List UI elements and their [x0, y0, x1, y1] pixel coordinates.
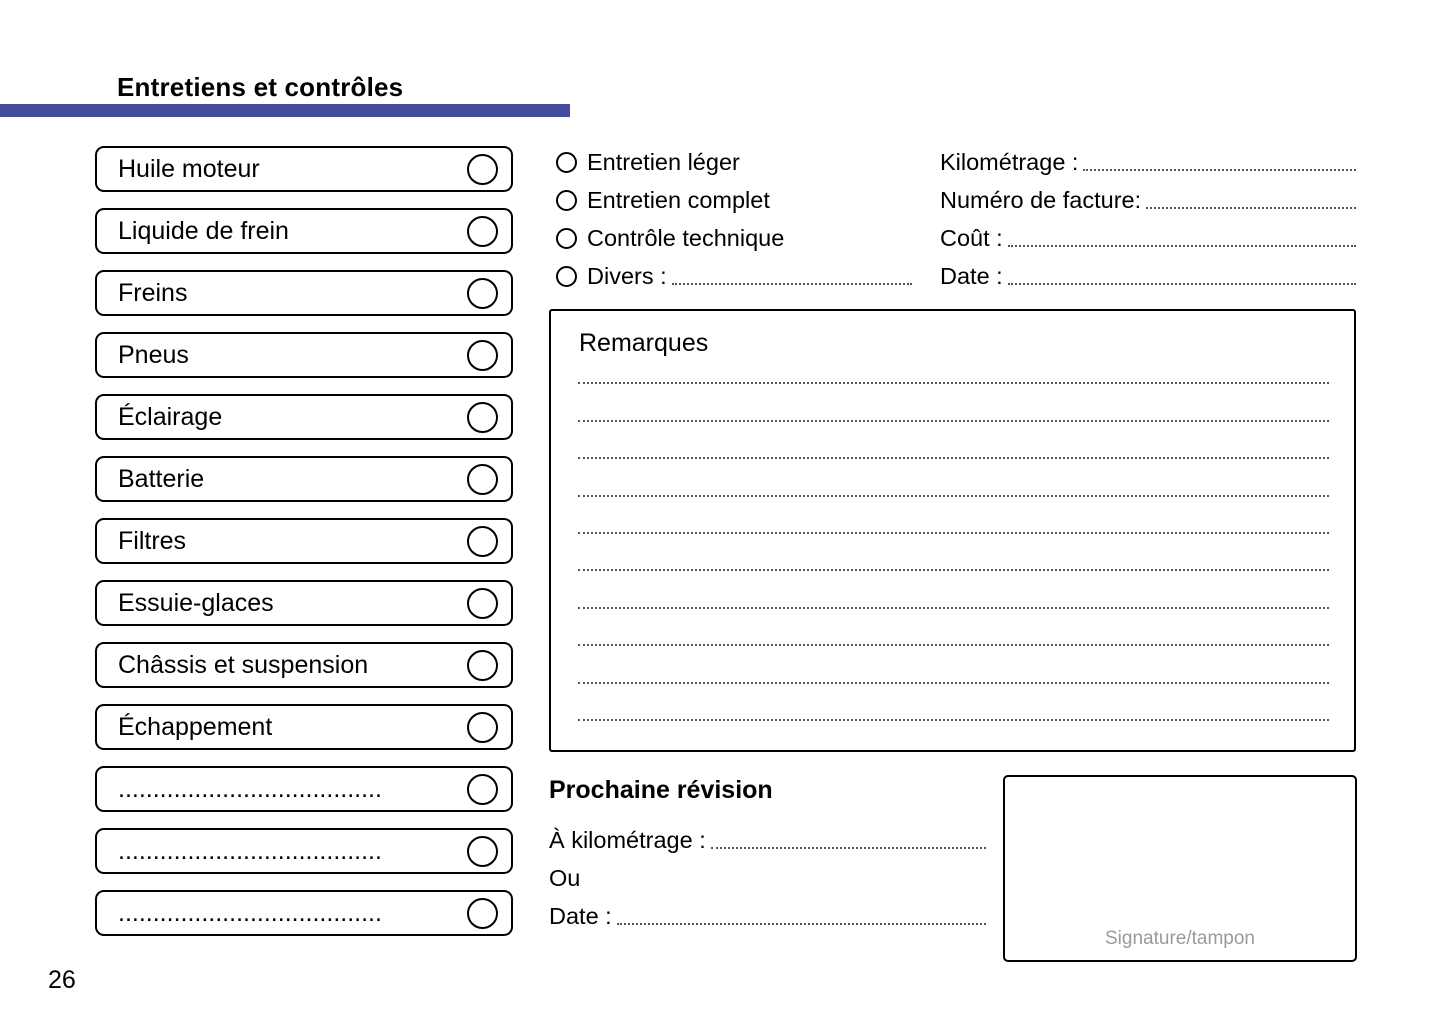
remarks-write-line	[578, 571, 1329, 608]
next-service-section	[549, 776, 986, 935]
checklist-item-blank-1	[95, 766, 513, 812]
checklist-item-label: Filtres	[118, 526, 187, 555]
service-option-divers	[556, 257, 912, 295]
checklist-item-label: Éclairage	[118, 402, 223, 431]
field-numero-de-facture	[940, 181, 1356, 219]
checkbox-circle[interactable]	[467, 154, 498, 185]
invoice-fields	[940, 143, 1356, 295]
checklist-item-label: ......................................	[118, 898, 382, 927]
checklist-item-chassis-et-suspension	[95, 642, 513, 688]
checklist-item-blank-2	[95, 828, 513, 874]
checklist-item-label: Huile moteur	[118, 154, 260, 183]
remarks-write-line	[578, 422, 1329, 459]
field-label: Kilométrage :	[940, 148, 1079, 175]
checklist-item-freins	[95, 270, 513, 316]
field-cout	[940, 219, 1356, 257]
radio-circle[interactable]	[556, 228, 577, 249]
next-service-date-label: Date :	[549, 902, 612, 929]
checkbox-circle[interactable]	[467, 526, 498, 557]
checklist-item-blank-3	[95, 890, 513, 936]
checklist-item-label: Essuie-glaces	[118, 588, 274, 617]
page-number: 26	[48, 966, 76, 994]
service-option-label: Entretien complet	[587, 186, 770, 213]
checklist-item-essuie-glaces	[95, 580, 513, 626]
radio-circle[interactable]	[556, 190, 577, 211]
remarks-write-line	[578, 347, 1329, 384]
remarks-write-line	[578, 609, 1329, 646]
checkbox-circle[interactable]	[467, 836, 498, 867]
checklist-item-label: Châssis et suspension	[118, 650, 369, 679]
checklist-item-label: Liquide de frein	[118, 216, 289, 245]
page-title: Entretiens et contrôles	[117, 72, 404, 102]
remarks-write-line	[578, 534, 1329, 571]
checkbox-circle[interactable]	[467, 216, 498, 247]
next-service-title: Prochaine révision	[549, 776, 773, 804]
service-type-options	[556, 143, 912, 295]
remarks-write-line	[578, 497, 1329, 534]
service-option-entretien-complet	[556, 181, 912, 219]
radio-circle[interactable]	[556, 152, 577, 173]
remarks-write-line	[578, 684, 1329, 721]
next-service-km-field	[549, 821, 986, 859]
service-option-label: Divers :	[587, 262, 667, 289]
field-date	[940, 257, 1356, 295]
checklist-item-echappement	[95, 704, 513, 750]
service-option-label: Entretien léger	[587, 148, 740, 175]
field-label: Numéro de facture:	[940, 186, 1142, 213]
service-option-controle-technique	[556, 219, 912, 257]
fill-line	[1083, 169, 1356, 171]
fill-line	[711, 847, 986, 849]
checklist-item-label: ......................................	[118, 774, 382, 803]
checklist-item-label: Pneus	[118, 340, 189, 369]
checkbox-circle[interactable]	[467, 774, 498, 805]
next-service-km-label: À kilométrage :	[549, 826, 706, 853]
checkbox-circle[interactable]	[467, 402, 498, 433]
checklist-item-label: ......................................	[118, 836, 382, 865]
remarks-write-line	[578, 646, 1329, 683]
checkbox-circle[interactable]	[467, 340, 498, 371]
title-underline-bar	[0, 104, 570, 117]
checkbox-circle[interactable]	[467, 588, 498, 619]
fill-line	[1008, 283, 1356, 285]
remarks-write-line	[578, 459, 1329, 496]
maintenance-checklist	[95, 146, 513, 936]
field-label: Coût :	[940, 224, 1003, 251]
checklist-item-label: Freins	[118, 278, 188, 307]
checklist-item-label: Batterie	[118, 464, 205, 493]
remarks-write-line	[578, 384, 1329, 421]
checkbox-circle[interactable]	[467, 278, 498, 309]
checkbox-circle[interactable]	[467, 464, 498, 495]
checkbox-circle[interactable]	[467, 650, 498, 681]
checklist-item-liquide-de-frein	[95, 208, 513, 254]
next-service-date-field	[549, 897, 986, 935]
remarks-box	[549, 309, 1356, 752]
service-option-entretien-leger	[556, 143, 912, 181]
radio-circle[interactable]	[556, 266, 577, 287]
field-label: Date :	[940, 262, 1003, 289]
checklist-item-pneus	[95, 332, 513, 378]
checklist-item-huile-moteur	[95, 146, 513, 192]
checklist-item-eclairage	[95, 394, 513, 440]
signature-stamp-box	[1003, 775, 1357, 962]
fill-line	[1146, 207, 1356, 209]
next-service-or-label: Ou	[549, 864, 581, 891]
signature-stamp-label: Signature/tampon	[1105, 928, 1255, 949]
remarks-lines	[578, 347, 1329, 721]
checkbox-circle[interactable]	[467, 898, 498, 929]
remarks-title: Remarques	[579, 329, 709, 357]
checklist-item-batterie	[95, 456, 513, 502]
checklist-item-label: Échappement	[118, 712, 273, 741]
field-kilometrage	[940, 143, 1356, 181]
checklist-item-filtres	[95, 518, 513, 564]
divers-fill-line	[672, 283, 912, 285]
checkbox-circle[interactable]	[467, 712, 498, 743]
service-option-label: Contrôle technique	[587, 224, 785, 251]
fill-line	[617, 923, 986, 925]
fill-line	[1008, 245, 1356, 247]
next-service-or	[549, 859, 986, 897]
